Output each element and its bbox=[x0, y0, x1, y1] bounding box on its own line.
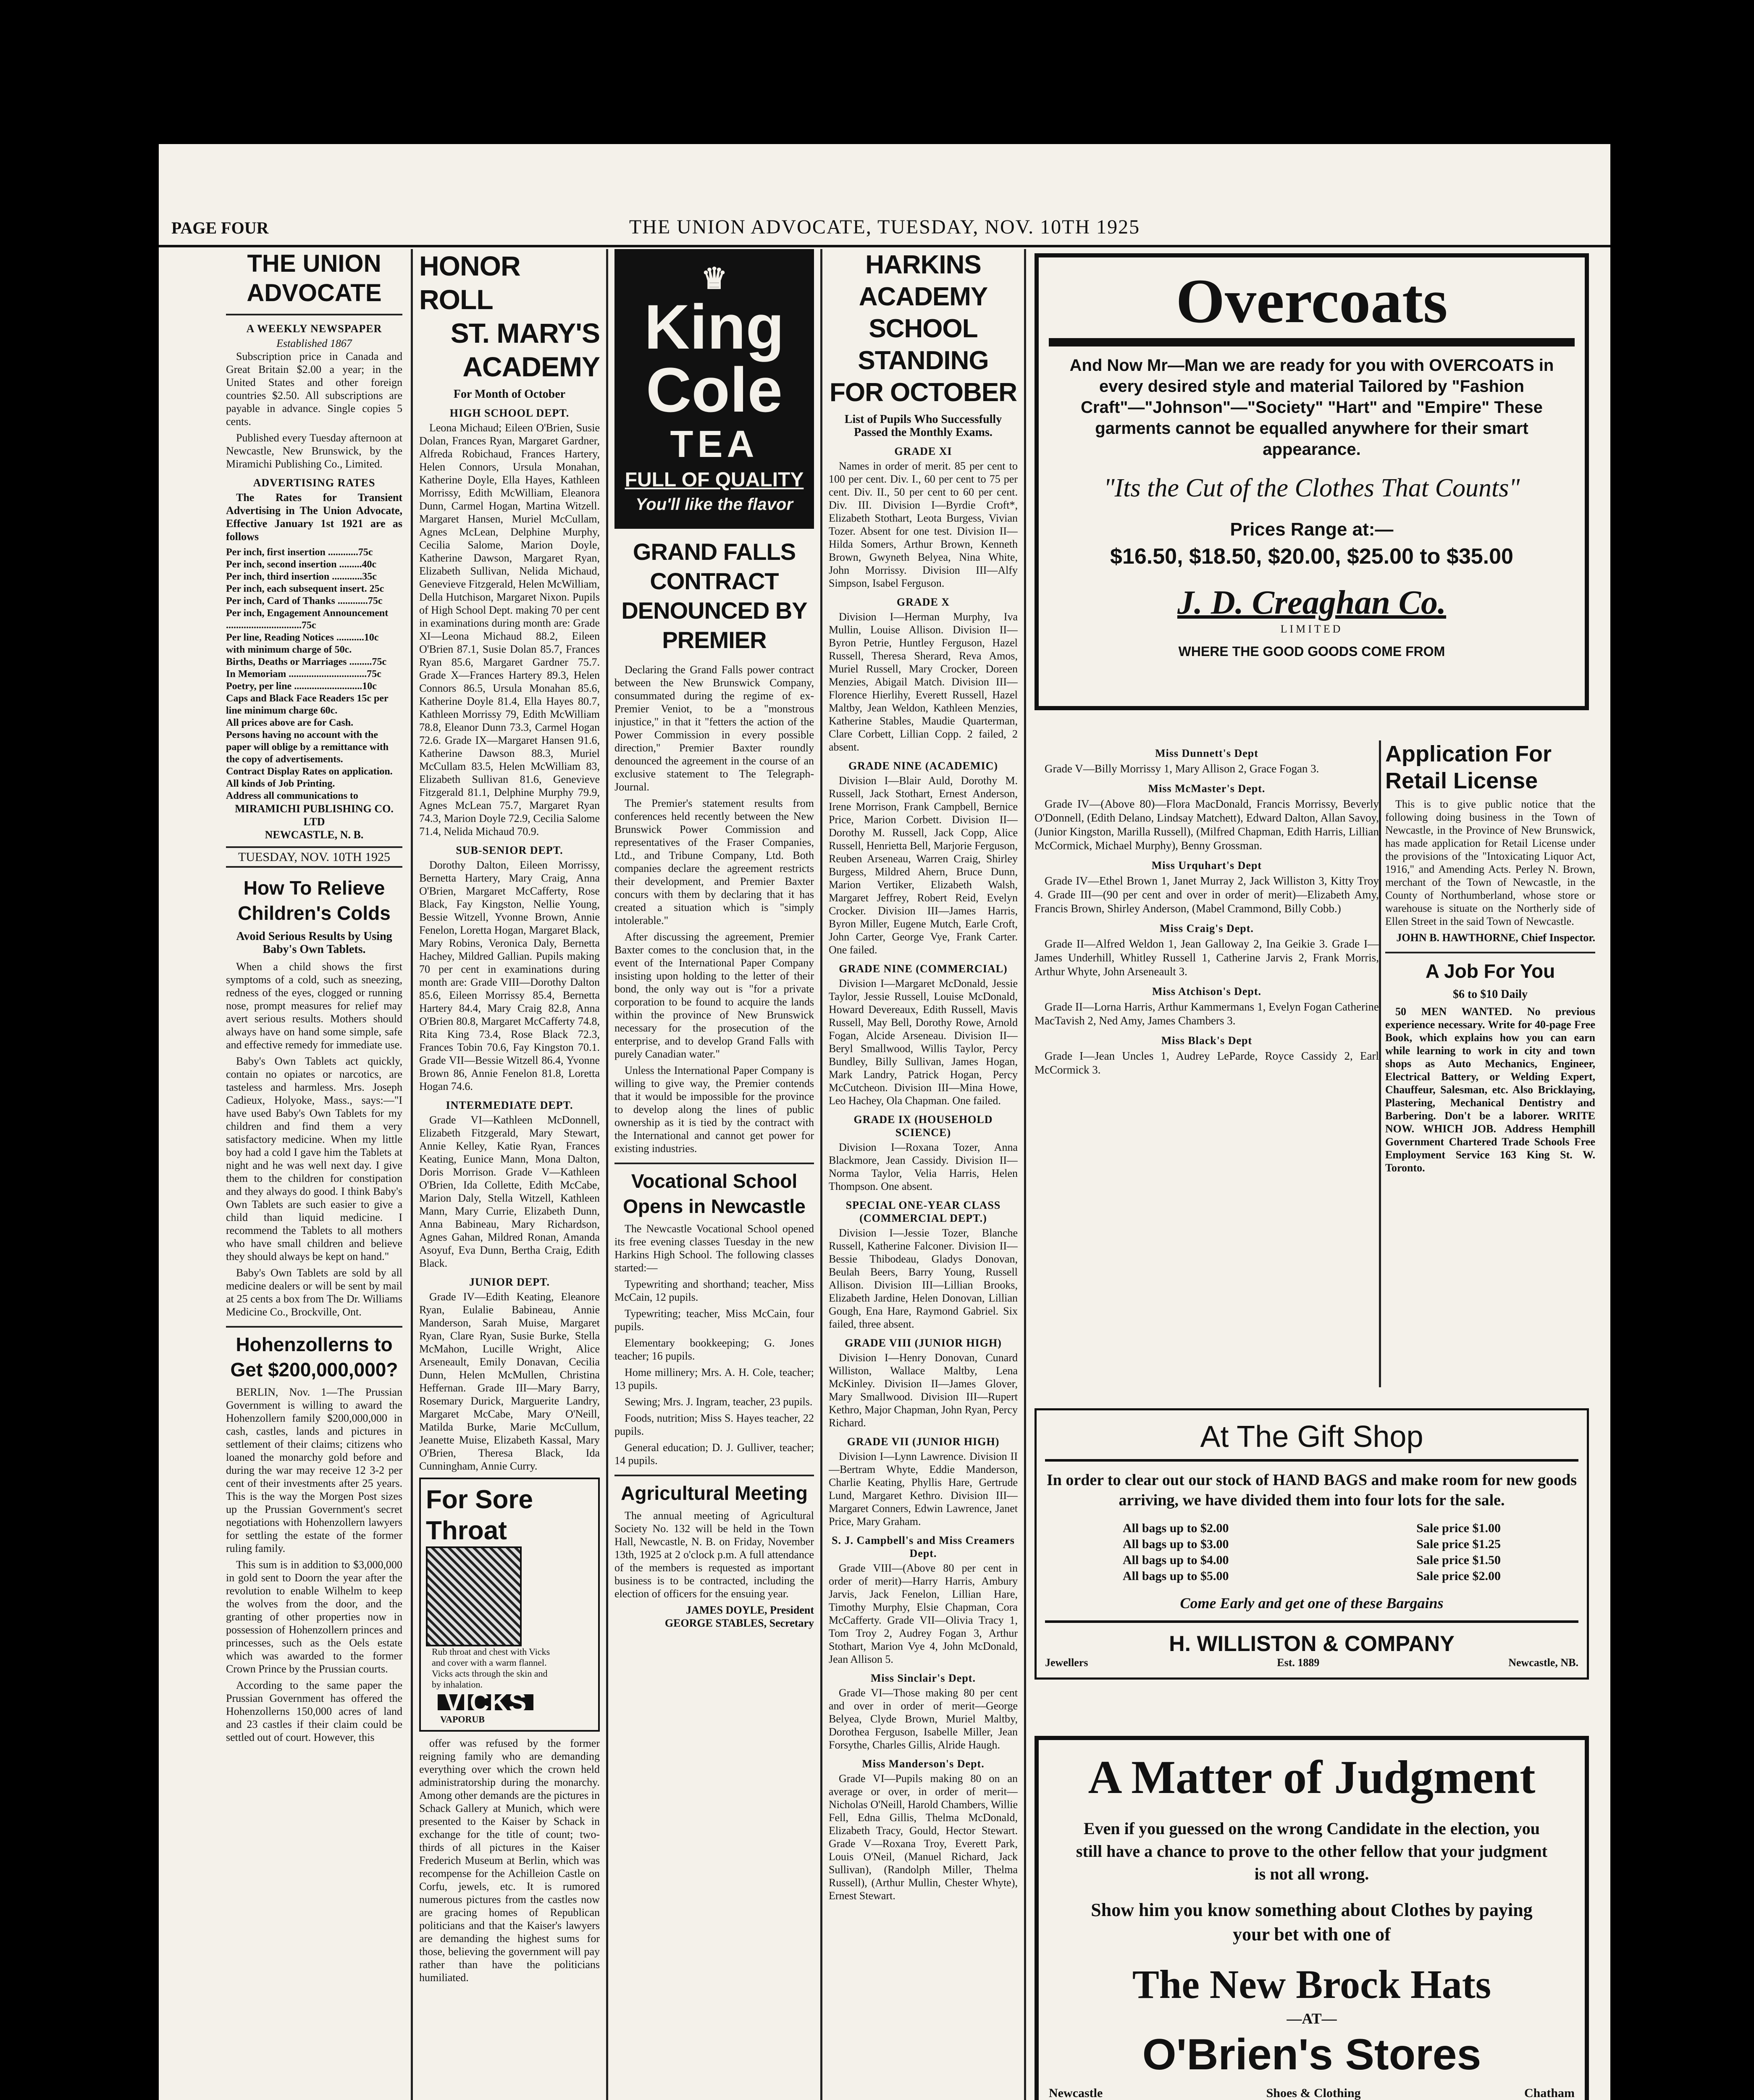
section-text: Grade V—Billy Morrissy 1, Mary Allison 2, Grace Fogan 3. bbox=[1045, 762, 1319, 775]
woman-illustration bbox=[426, 1546, 522, 1646]
section-head: SUB-SENIOR DEPT. bbox=[456, 844, 563, 856]
masthead-subscription: Subscription price in Canada and Great Britain $2.00 a year; in the United States and other foreign countries $2.50. All subscriptions are payable in advance. Single copies 5 cents. bbox=[226, 350, 402, 428]
publisher-name: MIRAMICHI PUBLISHING CO. LTD bbox=[235, 803, 394, 828]
divider bbox=[1045, 1620, 1578, 1623]
honor-roll-month: For Month of October bbox=[453, 388, 566, 401]
vocational-paragraph: Typewriting; teacher, Miss McCain, four pupils. bbox=[614, 1307, 814, 1333]
section-text: Grade IV—Edith Keating, Eleanore Ryan, Eulalie Babineau, Annie Manderson, Sarah Muise, Margaret Ryan, Clare Ryan, Susie Burke, Stella McMahon, Lucille Wright, Alice Arseneault, Emily Donavan, Cecilia Dunn, Helen McMullen, Christina Heffernan. Grade III—Mary Barry, Rosemary Durick, Marguerite Landry, Margaret McCabe, Mary O'Neill, Matilda Burke, Marie McCullum, Jeanette Muise, Elizabeth Kassal, Mary O'Brien, Theresa Black, Ida Cunningham, Annie Curry. bbox=[419, 1291, 600, 1472]
overcoats-prices: $16.50, $18.50, $20.00, $25.00 to $35.00 bbox=[1110, 544, 1513, 569]
rate-line: Caps and Black Face Readers 15c per line minimum charge 60c. bbox=[226, 693, 389, 716]
agricultural-president: JAMES DOYLE, President bbox=[685, 1604, 814, 1616]
vicks-ad-title: For Sore Throat bbox=[426, 1485, 533, 1545]
vocational-paragraph: The Newcastle Vocational School opened its free evening classes Tuesday in the new Harkins High School. The following classes started:— bbox=[614, 1223, 814, 1274]
section-head: GRADE VII (JUNIOR HIGH) bbox=[847, 1436, 1000, 1448]
tea-product: TEA bbox=[670, 423, 759, 465]
vocational-paragraph: Foods, nutrition; Miss S. Hayes teacher, 22 pupils. bbox=[614, 1412, 814, 1437]
overcoats-body: And Now Mr—Man we are ready for you with OVERCOATS in every desired style and material Tailored by "Fashion Craft"—"Johnson"—"Society" "Hart" and "Empire" These garments cannot be equalled anywhere for their smart appearance. bbox=[1069, 356, 1554, 459]
section-text: Division I—Jessie Tozer, Blanche Russell, Katherine Falconer. Division II—Bessie Thibodeau, Gladys Donovan, Beulah Beers, Barry Young, Russell Allison. Division III—Lillian Brooks, Elizabeth Jardine, Helen Donovan, Lillian Gough, Ena Hare, Raymond Gabriel. Six failed, three absent. bbox=[829, 1227, 1018, 1330]
section-text: Division I—Margaret McDonald, Jessie Taylor, Jessie Russell, Louise McDonald, Howard Devereaux, Edith Russell, Mavis Russell, May Bell, Dorothy Rowe, Arnold Fogan, Alcide Arseneau. Division II—Beryl Smallwood, Willis Taylor, Percy Bundley, Billy Sullivan, James Hogan, Mark Landry, Patrick Hogan, Percy McCutcheon. Division III—Mina Howe, Leo Hachey, Ola Chapman. One failed. bbox=[829, 977, 1018, 1107]
section-text: Division I—Lynn Lawrence. Division II—Bertram Whyte, Eddie Manderson, Charlie Keating, Phyllis Hare, Gertrude Lund, Margaret Kethro. Division III—Margaret Conners, Edwin Lawrence, Janet Price, Mary Graham. bbox=[829, 1450, 1018, 1528]
grand-falls-paragraph: After discussing the agreement, Premier Baxter comes to the conclusion that, in the event of the International Paper Company insisting upon holding to the letter of their bond, the only way out is "for a private corporation to be found to acquire the lands within the province of New Brunswick necessary for the prosecution of the enterprise, and to develop Grand Falls with purely Canadian water." bbox=[614, 931, 814, 1060]
section-head: GRADE IX (HOUSEHOLD SCIENCE) bbox=[853, 1113, 993, 1139]
divider bbox=[1045, 1459, 1578, 1462]
obrien-footer: Newcastle Shoes & Clothing Chatham bbox=[1049, 2086, 1575, 2100]
column-6 bbox=[1385, 740, 1595, 1387]
gift-shop-body: In order to clear out our stock of HAND BAGS and make room for new goods arriving, we have divided them into four lots for the sale. bbox=[1046, 1471, 1577, 1509]
column-rule bbox=[820, 249, 822, 2100]
overcoats-price-head: Prices Range at:— bbox=[1230, 519, 1394, 540]
section-text: Grade VI—Kathleen McDonnell, Elizabeth Fitzgerald, Mary Stewart, Annie Kelley, Katie Ryan, Frances Keating, Eunice Mann, Mona Dalton, Doris Morrison. Grade V—Kathleen O'Brien, Ida Collette, Edith McCabe, Marion Daly, Stella Witzell, Kathleen Mann, Mary Currie, Elizabeth Dunn, Anna Babineau, Mary Richardson, Agnes Gahan, Mildred Ronan, Amanda Asoyuf, Eva Dunn, Bertha Craig, Edith Black. bbox=[419, 1114, 600, 1269]
overcoats-slogan: "Its the Cut of the Clothes That Counts" bbox=[1103, 474, 1520, 502]
section-head: Miss McMaster's Dept. bbox=[1148, 782, 1266, 795]
vocational-paragraph: Sewing; Mrs. J. Ingram, teacher, 23 pupils. bbox=[625, 1396, 813, 1408]
colds-paragraph: Baby's Own Tablets act quickly, contain no opiates or narcotics, are tasteless and harmless. Mrs. Joseph Cadieux, Holyoke, Mass., says:—"I have used Baby's Own Tablets for my children and find them a very satisfactory medicine. When my little boy had a cold I gave him the Tablets at night and he was well next day. I give them to the children for constipation and they always do good. I think Baby's Own Tablets are such easier to give a child than liquid medicine. I recommend the Tablets to all mothers who have small children and believe they should always be kept on hand." bbox=[226, 1055, 402, 1263]
rate-line: Per inch, Engagement Announcement ..............................75c bbox=[226, 608, 389, 631]
hohenzollerns-paragraph: This sum is in addition to $3,000,000 in gold sent to Doorn the year after the revolution to enable Wilhelm to keep the wolves from the door, and the granting of other properties now in possession of Hohenzollern princes and princesses, such as the Oels estate which was awarded to the former Crown Prince by the Prussian courts. bbox=[226, 1559, 402, 1675]
section-text: Grade I—Jean Uncles 1, Audrey LeParde, Royce Cassidy 2, Earl McCormick 3. bbox=[1035, 1050, 1379, 1076]
dateline: TUESDAY, NOV. 10TH 1925 bbox=[226, 846, 402, 868]
masthead-published: Published every Tuesday afternoon at Newcastle, New Brunswick, by the Miramichi Publishing Co., Limited. bbox=[226, 432, 402, 470]
honor-roll-title: HONOR ROLL bbox=[419, 250, 520, 315]
harkins-intro: List of Pupils Who Successfully Passed the Monthly Exams. bbox=[844, 413, 1002, 439]
hohenzollerns-continued: offer was refused by the former reigning family who are demanding everything over which the crown held administratorship during the monarchy. Among other demands are the pictures in Schack Gallery at Munich, which were presented to the Kaiser by Schack in exchange for the title of count; two-thirds of all pictures in the Kaiser Frederich Museum at Berlin, which was recompense for the Achilleion Castle on Corfu, jewels, etc. It is rumored numerous pictures from the castles now are gracing homes of Republican politicians and that the Kaiser's lawyers are demanding the highest sums for those, believing the government will pay rather than have the politicians humiliated. bbox=[419, 1737, 600, 1984]
section-text: Division I—Blair Auld, Dorothy M. Russell, Jack Stothart, Ernest Anderson, Irene Morrison, Frank Campbell, Bernice Price, Marion Corbett. Division II—Dorothy M. Russell, Jack Copp, Alice Russell, Henrietta Bell, Marjorie Ferguson, Reuben Arseneau, Warren Craig, Shirley Burgess, Mildred Ahern, Bruce Dunn, Marion Vertiker, Elizabeth Walsh, Margaret Jeffrey, Robert Reid, Evelyn Crocker. Division III—James Harris, Byron Miller, Eugene Mutch, Earle Croft, John Carter, George Vye, Frank Carter. One failed. bbox=[829, 774, 1018, 956]
agricultural-paragraph: The annual meeting of Agricultural Society No. 132 will be held in the Town Hall, Newcastle, N. B. on Friday, November 13th, 1925 at 2 o'clock p.m. A full attendance of the members is requested as important business is to be contracted, including the election of officers for the ensuing year. bbox=[614, 1509, 814, 1600]
section-head: Miss Sinclair's Dept. bbox=[871, 1672, 976, 1684]
column-rule bbox=[1379, 740, 1381, 1387]
gift-shop-title: At The Gift Shop bbox=[1200, 1420, 1423, 1454]
note-line: All kinds of Job Printing. bbox=[226, 778, 335, 789]
license-headline: Application For Retail License bbox=[1385, 741, 1552, 793]
vocational-paragraph: Typewriting and shorthand; teacher, Miss McCain, 12 pupils. bbox=[614, 1278, 814, 1303]
grand-falls-paragraph: Declaring the Grand Falls power contract between the New Brunswick Company, consummated during the regime of ex-Premier Veniot, to be a "monstrous injustice," in that it "fetters the action of the Power Commission in every possible direction," Premier Baxter roundly denounced the agreement in the course of an exclusive statement to The Telegraph-Journal. bbox=[614, 664, 814, 793]
section-text: Grade IV—Ethel Brown 1, Janet Murray 2, Jack Williston 3, Kitty Troy 4. Grade III—(90 per cent and over in order of merit)—Elizabeth Amy, Francis Brown, Shirley Anderson, (Mabel Crammond, Billy Cobb.) bbox=[1035, 874, 1379, 915]
vicks-logo: VICKS bbox=[438, 1694, 533, 1710]
section-head: GRADE VIII (JUNIOR HIGH) bbox=[845, 1337, 1002, 1349]
column-rule bbox=[411, 249, 413, 2100]
section-text: Names in order of merit. 85 per cent to 100 per cent. Div. I., 60 per cent to 75 per cent. Div. II., 50 per cent to 60 per cent. Div. III. Division I—Byrdie Croft*, Elizabeth Stothart, Leota Burgess, Vivian Tozer. Absent for one test. Division II—Hilda Somers, Arthur Brown, Kenneth Brown, Gwyneth Belyea, Nina White, John Morrissy. Division III—Alfy Simpson, Isabel Ferguson. bbox=[829, 460, 1018, 589]
judgment-title: A Matter of Judgment bbox=[1088, 1751, 1536, 1803]
section-head: SPECIAL ONE-YEAR CLASS (COMMERCIAL DEPT.) bbox=[845, 1199, 1001, 1224]
column-3 bbox=[614, 249, 814, 2100]
section-head: Miss Black's Dept bbox=[1161, 1034, 1252, 1047]
honor-roll-school: ST. MARY'S ACADEMY bbox=[450, 318, 600, 382]
obrien-ad bbox=[1035, 1732, 1589, 2100]
obrien-stores: O'Brien's Stores bbox=[1142, 2030, 1481, 2079]
judgment-body2: Show him you know something about Clothes by paying your bet with one of bbox=[1091, 1900, 1533, 1945]
section-text: Grade VI—Those making 80 per cent and over in order of merit—George Belyea, Clyde Brown, Muriel Maltby, Dorothea Ferguson, Isabelle Miller, Jean Forsythe, Charles Gillis, Alride Haugh. bbox=[829, 1687, 1018, 1751]
creaghan-logo: J. D. Creaghan Co. bbox=[1177, 584, 1447, 621]
tea-brand-king: King bbox=[644, 291, 785, 362]
colds-paragraph: Baby's Own Tablets are sold by all medicine dealers or will be sent by mail at 25 cents a box from The Dr. Williams Medicine Co., Brockville, Ont. bbox=[226, 1267, 402, 1318]
advertising-rates-intro: The Rates for Transient Advertising in The Union Advocate, Effective January 1st 1921 are as follows bbox=[226, 491, 402, 543]
judgment-body: Even if you guessed on the wrong Candidate in the election, you still have a chance to prove to the other fellow that your judgment is not all wrong. bbox=[1076, 1819, 1548, 1883]
section-head: S. J. Campbell's and Miss Creamers Dept. bbox=[832, 1534, 1015, 1559]
section-head: Miss Atchison's Dept. bbox=[1152, 985, 1262, 998]
note-line: Address all communications to bbox=[226, 790, 358, 801]
section-text: Grade II—Alfred Weldon 1, Jean Galloway 2, Ina Geikie 3. Grade I—James Underhill, Whitley Russell 1, Catherine Jarvis 2, Frank Morris, Arthur Whyte, John Arseneault 3. bbox=[1035, 937, 1379, 978]
section-head: GRADE XI bbox=[894, 445, 952, 457]
page-number: PAGE FOUR bbox=[171, 218, 269, 237]
price-list bbox=[1123, 1520, 1501, 1584]
vocational-paragraph: Home millinery; Mrs. A. H. Cole, teacher; 13 pupils. bbox=[614, 1366, 814, 1391]
williston-footer: Jewellers Est. 1889 Newcastle, NB. bbox=[1045, 1656, 1578, 1669]
section-text: Division I—Henry Donovan, Cunard Williston, Wallace Maltby, Lena McKinley. Division II—James Glover, Mary Smallwood. Division III—Rupert Kethro, Major Chapman, John Ryan, Percy Richard. bbox=[829, 1352, 1018, 1429]
section-head: Miss Manderson's Dept. bbox=[862, 1758, 985, 1770]
gift-shop-ad bbox=[1035, 1404, 1589, 1690]
section-head: GRADE NINE (ACADEMIC) bbox=[848, 760, 998, 772]
masthead-title: THE UNION ADVOCATE bbox=[226, 249, 402, 315]
column-2 bbox=[419, 249, 600, 2100]
rate-line: Per inch, second insertion .........40c bbox=[226, 559, 377, 570]
section-head: Miss Craig's Dept. bbox=[1160, 922, 1254, 934]
page-header bbox=[159, 144, 1610, 247]
column-rule bbox=[1024, 249, 1026, 2100]
rate-line: Births, Deaths or Marriages .........75c bbox=[226, 656, 387, 667]
masthead-subtitle: A WEEKLY NEWSPAPER bbox=[246, 323, 382, 335]
hohenzollerns-paragraph: According to the same paper the Prussian Government has offered the Hohenzollerns 150,000 acres of land and 23 castles if their claim could be settled out of court. However, this bbox=[226, 1679, 402, 1743]
rate-line: Per inch, Card of Thanks ............75c bbox=[226, 596, 383, 606]
colds-headline: How To Relieve Children's Colds bbox=[238, 877, 391, 924]
section-head: GRADE X bbox=[896, 596, 950, 608]
colds-paragraph: When a child shows the first symptoms of a cold, such as sneezing, redness of the eyes, clogged or running nose, prompt measures for relief may avert serious results. Mothers should always have on hand some simple, safe and effective remedy for immediate use. bbox=[226, 961, 402, 1051]
running-head: THE UNION ADVOCATE, TUESDAY, NOV. 10TH 1925 bbox=[629, 216, 1140, 238]
hohenzollerns-headline: Hohenzollerns to Get $200,000,000? bbox=[226, 1326, 402, 1382]
vocational-headline: Vocational School Opens in Newcastle bbox=[614, 1163, 814, 1219]
rate-line: Per inch, third insertion ............35c bbox=[226, 571, 377, 582]
king-cole-tea-ad bbox=[614, 249, 814, 529]
column-rule bbox=[606, 249, 608, 2100]
harkins-headline: HARKINS ACADEMY SCHOOL STANDING FOR OCTOBER bbox=[830, 250, 1017, 407]
price-row: All bags up to $5.00 Sale price $2.00 bbox=[1123, 1569, 1501, 1583]
section-text: Division I—Herman Murphy, Iva Mullin, Louise Allison. Division II—Byron Petrie, Huntley Ferguson, Hazel Russell, Theresa Sherard, Reva Amos, Muriel Russell, Mary Crocker, Doreen Menzies, Abigail Match. Division III—Florence Hierlihy, Everett Russell, Hazel Maltby, Jean Weldon, Kathleen Menzies, Katherine Stables, Maudie Quarterman, Clare Corbett, Lillian Copp. 2 failed, 2 absent. bbox=[829, 611, 1018, 753]
section-head: JUNIOR DEPT. bbox=[469, 1276, 550, 1288]
overcoats-footer: WHERE THE GOOD GOODS COME FROM bbox=[1178, 644, 1445, 659]
advertising-rates-head: ADVERTISING RATES bbox=[253, 477, 375, 489]
job-subhead: $6 to $10 Daily bbox=[1452, 988, 1528, 1001]
job-headline: A Job For You bbox=[1385, 952, 1595, 984]
rate-line: Poetry, per line ...........................10c bbox=[226, 681, 377, 692]
section-head: GRADE NINE (COMMERCIAL) bbox=[839, 963, 1008, 975]
colds-subhead: Avoid Serious Results by Using Baby's Own Tablets. bbox=[236, 930, 392, 956]
rate-line: In Memoriam ...............................75c bbox=[226, 669, 381, 680]
tea-tagline-flavor: You'll like the flavor bbox=[635, 495, 793, 514]
williston-name: H. WILLISTON & COMPANY bbox=[1169, 1632, 1455, 1656]
hohenzollerns-paragraph: BERLIN, Nov. 1—The Prussian Government is willing to award the Hohenzollern family $200,000,000 in cash, castles, lands and pictures in settlement of their claims; citizens who loaned the monarchy gold before and during the war may receive 12 3-2 per cent of their investments after 25 years. This is the way the Morgen Post sizes up the Prussian Government's secret negotiations with Hohenzollern lawyers for settling the estate of the former ruling family. bbox=[226, 1386, 402, 1554]
grand-falls-headline: GRAND FALLS CONTRACT DENOUNCED BY PREMIER bbox=[621, 538, 807, 653]
price-row: All bags up to $2.00 Sale price $1.00 bbox=[1123, 1521, 1501, 1535]
grand-falls-paragraph: The Premier's statement results from conferences held recently between the New Brunswick Power Commission and representatives of the Fraser Companies, Ltd., and Tribune Company, Ltd. Both companies declare the agreement restricts their development, and Premier Baxter concurs with them by declaring that it has created a situation which is "simply intolerable." bbox=[614, 797, 814, 927]
agricultural-secretary: GEORGE STABLES, Secretary bbox=[664, 1617, 814, 1629]
rate-line: Per inch, each subsequent insert. 25c bbox=[226, 583, 384, 594]
section-text: Division I—Roxana Tozer, Anna Blackmore, Jean Cassidy. Division II—Norma Taylor, Velia Harris, Helen Thompson. One absent. bbox=[829, 1141, 1018, 1192]
section-head: INTERMEDIATE DEPT. bbox=[446, 1099, 573, 1111]
section-text: Grade VIII—(Above 80 per cent in order of merit)—Harry Harris, Ambury Jarvis, Jack Fenelon, Lillian Hare, Timothy Murphy, Elsie Chapman, Cora McCafferty. Grade VII—Olivia Tracy 1, Tom Troy 2, Audrey Fogan 3, Arthur Stothart, Marion Vye 4, John McDonald, Jean Allison 5. bbox=[829, 1562, 1018, 1665]
section-text: Grade II—Lorna Harris, Arthur Kammermans 1, Evelyn Fogan Catherine MacTavish 2, Ned Amy, James Chambers 3. bbox=[1035, 1000, 1379, 1027]
job-body: 50 MEN WANTED. No previous experience necessary. Write for 40-page Free Book, which explains how you can earn while learning to work in city and town shops as Auto Mechanics, Engineer, Electrical Battery, or Welding Expert, Chauffeur, Salesman, etc. Also Bricklaying, Plastering, Mechanical Dentistry and Barbering. Don't be a laborer. WRITE NOW. WHICH JOB. Address Hemphill Government Chartered Trade Schools Free Employment Service 163 King St. W. Toronto. bbox=[1385, 1005, 1595, 1174]
price-row: All bags up to $4.00 Sale price $1.50 bbox=[1123, 1553, 1501, 1567]
overcoats-ad bbox=[1035, 249, 1589, 715]
newspaper-page bbox=[159, 144, 1610, 2100]
crown-icon: ♛ bbox=[701, 262, 727, 295]
section-head: HIGH SCHOOL DEPT. bbox=[449, 407, 570, 419]
note-line: Contract Display Rates on application. bbox=[226, 766, 393, 777]
brock-hats: The New Brock Hats bbox=[1132, 1962, 1491, 2007]
gift-shop-tagline: Come Early and get one of these Bargains bbox=[1180, 1595, 1444, 1612]
note-line: All prices above are for Cash. bbox=[226, 717, 354, 728]
divider bbox=[1049, 338, 1575, 346]
creaghan-limited: LIMITED bbox=[1280, 623, 1343, 635]
vocational-paragraph: Elementary bookkeeping; G. Jones teacher; 16 pupils. bbox=[614, 1337, 814, 1362]
rates-list bbox=[226, 546, 402, 717]
license-body: This is to give public notice that the following doing business in the Town of Newcastle, in the Province of New Brunswick, has made application for Retail License under the provisions of the "Intoxicating Liquor Act, 1916," and Amending Acts. Perley N. Brown, merchant of the Town of Newcastle, in the County of Northumberland, whose store or warehouse is situate on the Northerly side of Ellen Street in the said Town of Newcastle. bbox=[1385, 798, 1595, 927]
tea-tagline-quality: FULL OF QUALITY bbox=[625, 469, 804, 491]
vicks-sublogo: VAPORUB bbox=[440, 1714, 485, 1725]
section-text: Grade VI—Pupils making 80 on an average or over, in order of merit—Nicholas O'Neill, Harold Chambers, Willie Fell, Edna Gillis, Thelma McDonald, Elizabeth Tracy, Gould, Hector Stewart. Grade V—Roxana Troy, Everett Park, Louis O'Neil, (Manuel Richard, Jack Sullivan), (Randolph Miller, Thelma Russell), (Arthur Mullin, Chester Whyte), Ernest Stewart. bbox=[829, 1772, 1018, 1902]
agricultural-headline: Agricultural Meeting bbox=[614, 1475, 814, 1506]
rates-notes bbox=[226, 717, 402, 802]
grand-falls-paragraph: Unless the International Paper Company is willing to give way, the Premier contends that it would be impossible for the province to develop along the lines of public ownership as it is tied by the contract with the International and cannot get power for existing industries. bbox=[614, 1064, 814, 1155]
note-line: Persons having no account with the paper will oblige by a remittance with the copy of advertisements. bbox=[226, 730, 389, 765]
overcoats-title: Overcoats bbox=[1176, 266, 1448, 336]
price-row: All bags up to $3.00 Sale price $1.25 bbox=[1123, 1537, 1501, 1551]
vocational-paragraph: General education; D. J. Gulliver, teacher; 14 pupils. bbox=[614, 1441, 814, 1467]
rate-line: Per line, Reading Notices ...........10c bbox=[226, 632, 379, 643]
tea-brand-cole: Cole bbox=[646, 354, 783, 425]
column-4 bbox=[829, 249, 1018, 2100]
publisher-place: NEWCASTLE, N. B. bbox=[265, 829, 364, 841]
section-text: Dorothy Dalton, Eileen Morrissy, Bernetta Hartery, Mary Craig, Anna O'Brien, Margaret McCafferty, Rose Black, Fay Kingston, Nellie Young, Bessie Witzell, Yvonne Brown, Annie Fenelon, Loretta Hogan, Margaret Black, Mary Robins, Veronica Daly, Bernetta Hachey, Mildred Gallian. Pupils making 70 per cent in examinations during month are: Grade VIII—Dorothy Dalton 85.6, Eileen Morrissy 85.4, Bernetta Hartery 84.4, Mary Craig 82.8, Anna O'Brien 80.8, Margaret McCafferty 74.8, Rita King 73.4, Rose Black 72.3, Frances Tobin 70.6, Fay Kingston 70.1. Grade VII—Bessie Witzell 86.4, Yvonne Brown 86, Annie Fenelon 81.8, Loretta Hogan 74.6. bbox=[419, 859, 600, 1092]
license-signature: JOHN B. HAWTHORNE, Chief Inspector. bbox=[1396, 932, 1595, 944]
rate-line: Per inch, first insertion ............75c bbox=[226, 547, 373, 558]
section-text: Grade IV—(Above 80)—Flora MacDonald, Francis Morrissy, Beverly O'Donnell, (Edith Delano, Lindsay Matchett), Edward Dalton, Allan Savoy, (Junior Kingston, Marilla Russell), (Milfred Chapman, Edith Harris, Lillian McCormick, Michael Murphy), Benny Grossman. bbox=[1035, 798, 1379, 852]
section-text: Leona Michaud; Eileen O'Brien, Susie Dolan, Frances Ryan, Margaret Gardner, Alfreda Robichaud, Frances Hartery, Helen Connors, Ursula Monahan, Katherine Doyle, Ella Hayes, Kathleen Morrissy, Edith McWilliam, Eleanora Dunn, Carmel Hogan, Martina Witzell. Margaret Hansen, Muriel McCullam, Agnes McLean, Delphine Murphy, Cecilia Salome, Marion Doyle, Katherine Dawson, Margaret Ryan, Elizabeth Sullivan, Nelida Michaud, Genevieve Fitzgerald, Helen McWilliam, Della Hutchison, Margaret Nixon. Pupils of High School Dept. making 70 per cent in examinations during month are: Grade XI—Leona Michaud 88.2, Eileen O'Brien 87.1, Susie Dolan 85.7, Frances Ryan 85.6, Margaret Gardner 75.7. Grade X—Frances Hartery 89.3, Helen Connors 86.5, Ursula Monahan 85.6, Katherine Doyle 81.4, Ella Hayes 80.7, Kathleen Morrissy 79, Edith McWilliam 78.8, Eleanor Dunn 73.3, Carmel Hogan 72.6. Grade IX—Margaret Hansen 91.6, Katherine Dawson 88.3, Muriel McCullam 83.5, Helen McWilliam 83, Elizabeth Sullivan 81.6, Genevieve Fitzgerald 81.1, Delphine Murphy 79.9, Agnes McLean 75.7, Margaret Ryan 74.3, Marion Doyle 72.9, Cecilia Salome 71.4, Nelida Michaud 70.9. bbox=[419, 422, 600, 837]
masthead-established: Established 1867 bbox=[276, 337, 352, 349]
section-head: Miss Urquhart's Dept bbox=[1151, 859, 1262, 872]
rate-line: with minimum charge of 50c. bbox=[226, 644, 352, 655]
section-head: Miss Dunnett's Dept bbox=[1155, 747, 1258, 759]
vicks-ad-text: Rub throat and chest with Vicks and cover with a warm flannel. Vicks acts through the skin and by inhalation. bbox=[432, 1646, 550, 1690]
vicks-ad bbox=[419, 1478, 600, 1732]
column-1 bbox=[226, 249, 402, 2100]
at-line: —AT— bbox=[1287, 2010, 1337, 2027]
